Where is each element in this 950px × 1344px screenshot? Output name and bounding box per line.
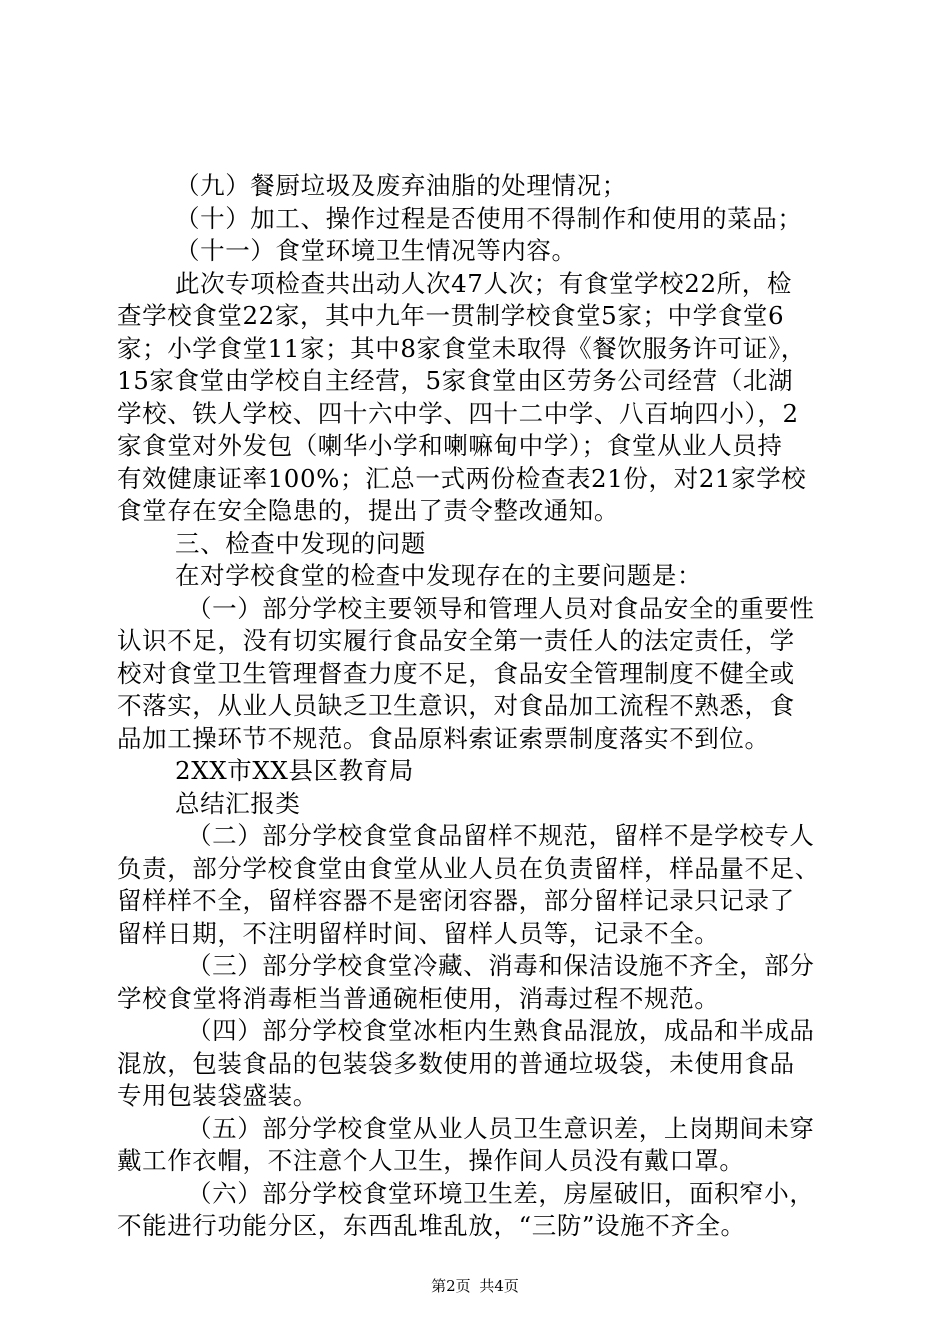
paragraph-line: （六）部分学校食堂环境卫生差，房屋破旧，面积窄小， <box>187 1178 815 1208</box>
page-footer <box>0 1276 950 1296</box>
category-line: 总结汇报类 <box>175 788 301 818</box>
paragraph-line: （十一）食堂环境卫生情况等内容。 <box>175 236 577 265</box>
paragraph-line: 认识不足，没有切实履行食品安全第一责任人的法定责任，学 <box>117 626 795 655</box>
paragraph-line: （二）部分学校食堂食品留样不规范，留样不是学校专人 <box>187 821 815 850</box>
paragraph-line: 食堂存在安全隐患的，提出了责令整改通知。 <box>117 496 619 525</box>
paragraph-line: 在对学校食堂的检查中发现存在的主要问题是： <box>175 561 703 590</box>
paragraph-line: 留样日期，不注明留样时间、留样人员等，记录不全。 <box>117 918 720 948</box>
paragraph-line: 此次专项检查共出动人次47人次；有食堂学校22所，检 <box>175 268 792 298</box>
paragraph-line: 家食堂对外发包（喇华小学和喇嘛甸中学）；食堂从业人员持 <box>117 431 783 460</box>
paragraph-line: 不落实，从业人员缺乏卫生意识，对食品加工流程不熟悉，食 <box>117 691 795 720</box>
paragraph-line: 15家食堂由学校自主经营，5家食堂由区劳务公司经营（北湖 <box>117 366 794 395</box>
paragraph-line: 校对食堂卫生管理督查力度不足，食品安全管理制度不健全或 <box>117 658 795 688</box>
paragraph-line: （九）餐厨垃圾及废弃油脂的处理情况； <box>175 171 627 200</box>
paragraph-line: 学校、铁人学校、四十六中学、四十二中学、八百垧四小），2 <box>117 398 799 428</box>
paragraph-line: 留样样不全，留样容器不是密闭容器，部分留样记录只记录了 <box>117 886 795 915</box>
section-heading: 三、检查中发现的问题 <box>175 528 426 558</box>
page-number: 第2页 <box>431 1277 471 1295</box>
paragraph-line: （四）部分学校食堂冰柜内生熟食品混放，成品和半成品 <box>187 1016 815 1045</box>
paragraph-line: 学校食堂将消毒柜当普通碗柜使用，消毒过程不规范。 <box>117 983 720 1013</box>
paragraph-line: 品加工操环节不规范。食品原料索证索票制度落实不到位。 <box>117 723 770 753</box>
paragraph-line: （一）部分学校主要领导和管理人员对食品安全的重要性 <box>187 593 815 623</box>
paragraph-line: （十）加工、操作过程是否使用不得制作和使用的菜品； <box>175 203 803 233</box>
paragraph-line: 戴工作衣帽，不注意个人卫生，操作间人员没有戴口罩。 <box>117 1146 745 1175</box>
page-total: 共4页 <box>479 1277 519 1295</box>
organization-line: 2XX市XX县区教育局 <box>175 756 414 785</box>
paragraph-line: （五）部分学校食堂从业人员卫生意识差，上岗期间未穿 <box>187 1113 815 1143</box>
document-body <box>117 170 857 1243</box>
paragraph-line: （三）部分学校食堂冷藏、消毒和保洁设施不齐全，部分 <box>187 951 815 980</box>
paragraph-line: 有效健康证率100%；汇总一式两份检查表21份，对21家学校 <box>117 463 807 493</box>
paragraph-line: 查学校食堂22家，其中九年一贯制学校食堂5家；中学食堂6 <box>117 301 785 330</box>
paragraph-line: 负责，部分学校食堂由食堂从业人员在负责留样，样品量不足、 <box>117 853 820 883</box>
paragraph-line: 不能进行功能分区，东西乱堆乱放，“三防”设施不齐全。 <box>117 1211 746 1240</box>
paragraph-line: 家；小学食堂11家；其中8家食堂未取得《餐饮服务许可证》， <box>117 333 806 363</box>
paragraph-line: 混放，包装食品的包装袋多数使用的普通垃圾袋，未使用食品 <box>117 1048 795 1078</box>
paragraph-line: 专用包装袋盛装。 <box>117 1081 318 1110</box>
